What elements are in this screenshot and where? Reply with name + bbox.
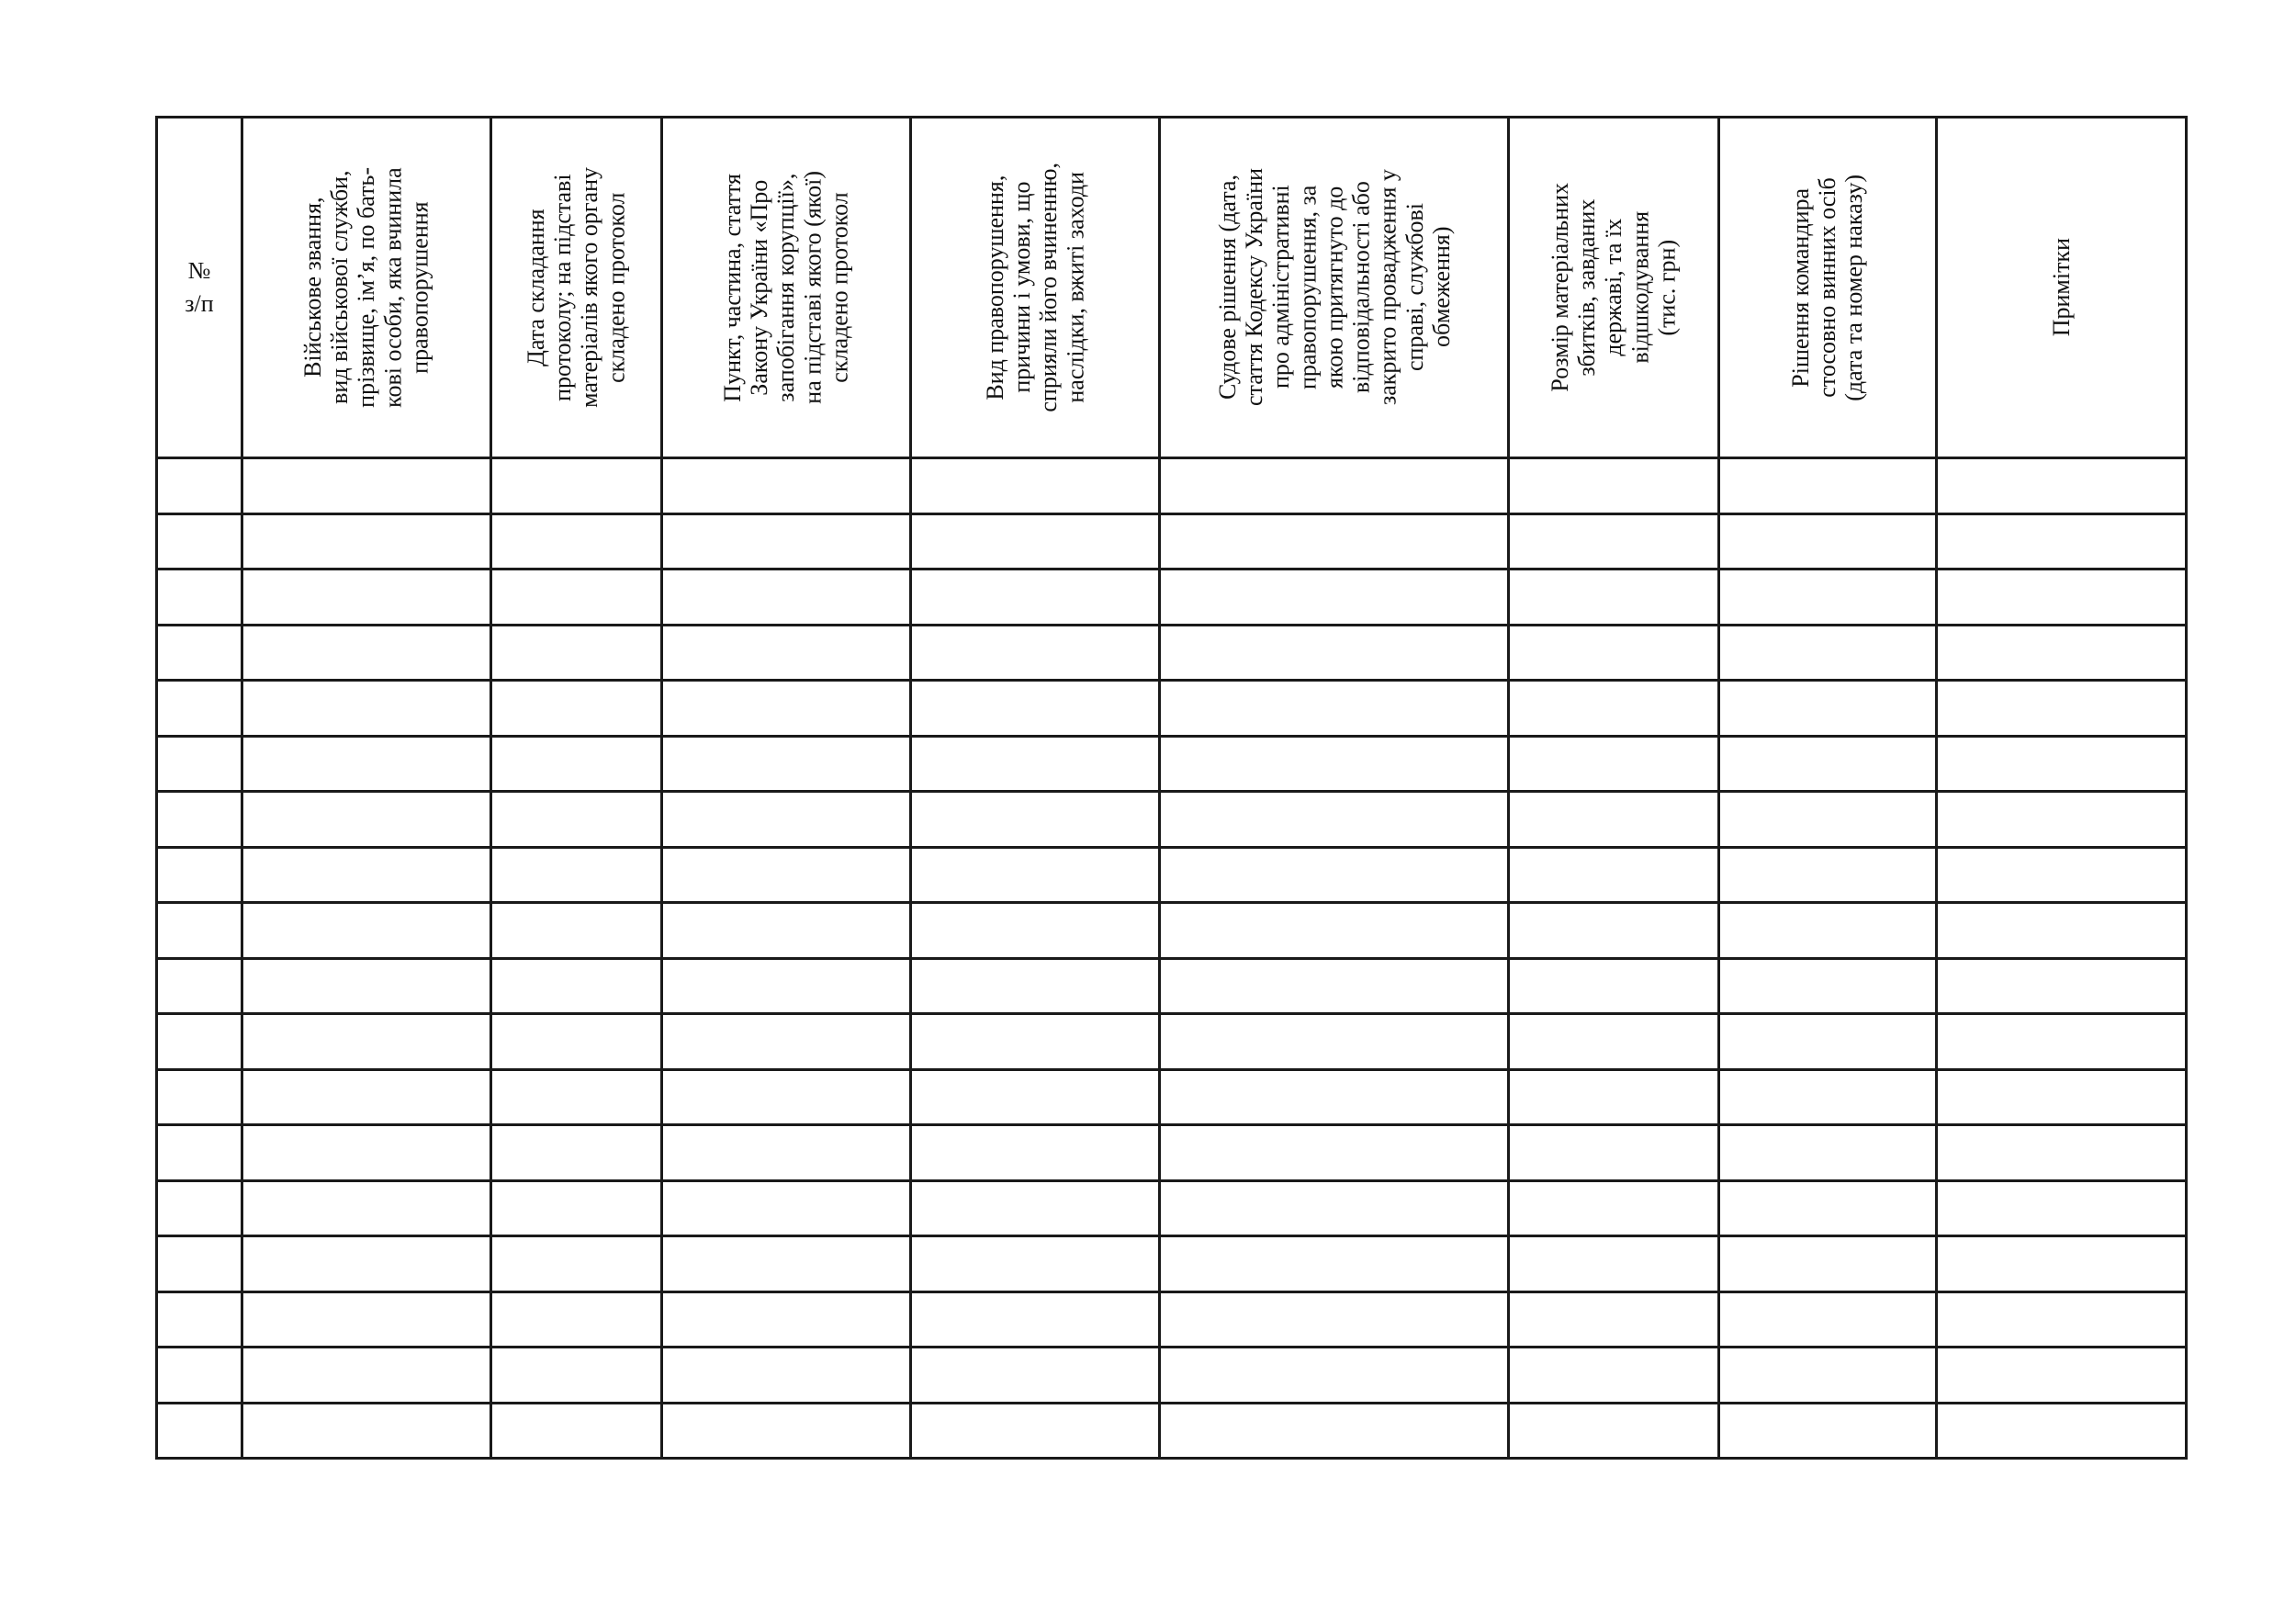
table-cell [1509,625,1719,681]
table-cell [242,625,491,681]
table-cell [1719,458,1937,514]
table-cell [1937,736,2187,792]
table-cell [242,903,491,959]
table-cell [1937,1125,2187,1181]
header-damages [1509,118,1719,458]
table-cell [1937,1403,2187,1459]
header-violation-type-label: Вид правопорушення, причини і умови, що сприяли його вчиненню, наслідки, вжиті заходи [981,163,1089,412]
table-cell [911,1236,1160,1292]
table-cell [1509,681,1719,737]
table-cell [662,513,911,570]
table-cell [1160,570,1509,626]
table-cell [1937,792,2187,848]
table-cell [1509,1014,1719,1070]
table-cell [491,1348,662,1404]
table-cell [1509,1403,1719,1459]
header-court-decision [1160,118,1509,458]
table-cell [911,792,1160,848]
table-cell [911,513,1160,570]
table-cell [662,625,911,681]
table-cell [1509,736,1719,792]
table-cell [1719,1291,1937,1348]
table-cell [242,570,491,626]
table-cell [911,1348,1160,1404]
table-cell [662,736,911,792]
table-cell [1160,847,1509,903]
table-cell [491,625,662,681]
table-cell [491,1236,662,1292]
table-cell [1719,792,1937,848]
header-law-article [662,118,911,458]
table-cell [1509,570,1719,626]
table-cell [662,1291,911,1348]
table-cell [491,513,662,570]
table-cell [157,570,242,626]
table-cell [242,1236,491,1292]
table-row [157,958,2187,1014]
table-cell [1719,1014,1937,1070]
table-cell [491,1014,662,1070]
table-cell [242,1291,491,1348]
table-cell [662,570,911,626]
table-cell [491,1180,662,1236]
table-row [157,847,2187,903]
table-cell [1160,458,1509,514]
header-court-decision-label: Судове рішення (дата, стаття Кодексу України про адміністративні правопорушення, за якою притягнуто до відповідальності або закрито провадження у справі, службові обмеження) [1213,168,1455,407]
table-cell [662,903,911,959]
table-cell [491,1291,662,1348]
table-header-row [157,118,2187,458]
table-cell [242,736,491,792]
table-row [157,1291,2187,1348]
table-row [157,1014,2187,1070]
table-cell [1160,681,1509,737]
table-cell [157,458,242,514]
table-cell [1509,1348,1719,1404]
header-notes-label: Примітки [2047,238,2075,337]
table-cell [157,681,242,737]
table-cell [242,1403,491,1459]
table-cell [491,736,662,792]
table-row [157,736,2187,792]
header-number [157,118,242,458]
table-cell [1937,681,2187,737]
table-row [157,903,2187,959]
table-cell [911,1014,1160,1070]
table-cell [1719,847,1937,903]
table-cell [242,1180,491,1236]
table-cell [1509,1291,1719,1348]
table-cell [157,903,242,959]
table-cell [1160,1125,1509,1181]
table-cell [491,570,662,626]
header-protocol-date [491,118,662,458]
table-cell [491,681,662,737]
table-cell [1509,792,1719,848]
table-cell [491,1125,662,1181]
table-cell [1937,513,2187,570]
table-cell [1937,1348,2187,1404]
table-row [157,570,2187,626]
table-cell [1719,1125,1937,1181]
table-cell [911,1180,1160,1236]
table-cell [491,792,662,848]
table-cell [1160,625,1509,681]
table-cell [911,736,1160,792]
table-cell [1937,1236,2187,1292]
table-cell [242,958,491,1014]
header-violation-type [911,118,1160,458]
table-cell [911,903,1160,959]
table-cell [157,958,242,1014]
table-cell [157,1069,242,1125]
header-protocol-date-label: Дата складання протоколу; на підставі матеріалів якого органу складено протокол [523,167,630,408]
table-cell [662,681,911,737]
table-cell [157,847,242,903]
header-offender [242,118,491,458]
table-cell [662,1403,911,1459]
table-cell [157,513,242,570]
table-cell [1160,903,1509,959]
table-cell [242,1125,491,1181]
table-cell [1719,1236,1937,1292]
header-notes [1937,118,2187,458]
table-cell [911,570,1160,626]
table-cell [1937,1291,2187,1348]
table-cell [911,625,1160,681]
table-cell [662,458,911,514]
table-cell [1937,625,2187,681]
table-cell [1937,1180,2187,1236]
table-cell [662,1069,911,1125]
table-cell [242,792,491,848]
table-cell [1160,1014,1509,1070]
table-cell [1719,1348,1937,1404]
header-commander-decision [1719,118,1937,458]
table-cell [1719,570,1937,626]
table-cell [491,1403,662,1459]
table-cell [157,1348,242,1404]
header-damages-label: Розмір матеріальних збитків, завданих державі, та їх відшкодування (тис. грн) [1547,183,1681,392]
table-cell [242,1348,491,1404]
table-cell [242,847,491,903]
table-cell [1509,958,1719,1014]
table-cell [911,1125,1160,1181]
table-cell [157,1291,242,1348]
table-cell [1160,1348,1509,1404]
header-offender-label: Військове звання, вид військової служби, прізвище, ім’я, по бать- кові особи, яка вчинила правопорушення [299,167,433,408]
table-cell [1719,681,1937,737]
table-cell [1160,1069,1509,1125]
table-row [157,1180,2187,1236]
table-cell [1937,1069,2187,1125]
table-cell [662,958,911,1014]
table-cell [1509,1180,1719,1236]
table-cell [1509,458,1719,514]
header-number-label: № з/п [185,256,214,317]
table-cell [491,1069,662,1125]
table-cell [1509,1236,1719,1292]
table-cell [911,1069,1160,1125]
table-cell [662,1125,911,1181]
table-cell [242,458,491,514]
header-commander-decision-label: Рішення командира стосовно винних осіб (дата та номер наказу) [1787,174,1868,401]
table-cell [911,1291,1160,1348]
table-cell [1719,958,1937,1014]
table-cell [1937,958,2187,1014]
table-cell [911,681,1160,737]
table-row [157,1236,2187,1292]
table-cell [242,681,491,737]
table-cell [1160,792,1509,848]
table-cell [1160,1180,1509,1236]
table-cell [662,847,911,903]
table-cell [662,1236,911,1292]
table-cell [491,958,662,1014]
table-cell [911,958,1160,1014]
table-cell [1160,958,1509,1014]
table-cell [157,1125,242,1181]
table-row [157,458,2187,514]
table-cell [242,513,491,570]
table-cell [1160,1236,1509,1292]
table-cell [157,1014,242,1070]
table-row [157,625,2187,681]
table-cell [1937,903,2187,959]
table-cell [1509,1125,1719,1181]
table-cell [1719,1403,1937,1459]
table-cell [662,1348,911,1404]
table-row [157,513,2187,570]
table-cell [1509,1069,1719,1125]
table-cell [157,1236,242,1292]
table-row [157,1125,2187,1181]
table-cell [1719,625,1937,681]
table-cell [1509,903,1719,959]
table-cell [491,903,662,959]
table-row [157,1403,2187,1459]
table-cell [911,847,1160,903]
header-law-article-label: Пункт, частина, стаття Закону України «Про запобігання корупції», на підставі якого (якої) складено протокол [719,171,853,404]
table-cell [242,1069,491,1125]
table-cell [1160,1403,1509,1459]
table-cell [491,458,662,514]
table-cell [1719,1180,1937,1236]
table-cell [1509,513,1719,570]
table-cell [157,736,242,792]
table-row [157,1348,2187,1404]
table-row [157,1069,2187,1125]
table-cell [1160,1291,1509,1348]
table-cell [662,1180,911,1236]
table-cell [662,1014,911,1070]
table-row [157,681,2187,737]
table-cell [1719,1069,1937,1125]
table-cell [1719,903,1937,959]
table-cell [157,1403,242,1459]
table-cell [1160,736,1509,792]
table-body [157,458,2187,1459]
table-cell [1719,513,1937,570]
table-row [157,792,2187,848]
table-cell [662,792,911,848]
table-cell [157,1180,242,1236]
table-cell [1937,458,2187,514]
table-cell [911,1403,1160,1459]
table-cell [1937,1014,2187,1070]
table-cell [157,792,242,848]
register-table [155,116,2188,1460]
table-cell [491,847,662,903]
table-cell [242,1014,491,1070]
table-cell [1937,570,2187,626]
table-cell [157,625,242,681]
table-cell [1160,513,1509,570]
table-cell [911,458,1160,514]
table-cell [1937,847,2187,903]
table-cell [1719,736,1937,792]
table-cell [1509,847,1719,903]
